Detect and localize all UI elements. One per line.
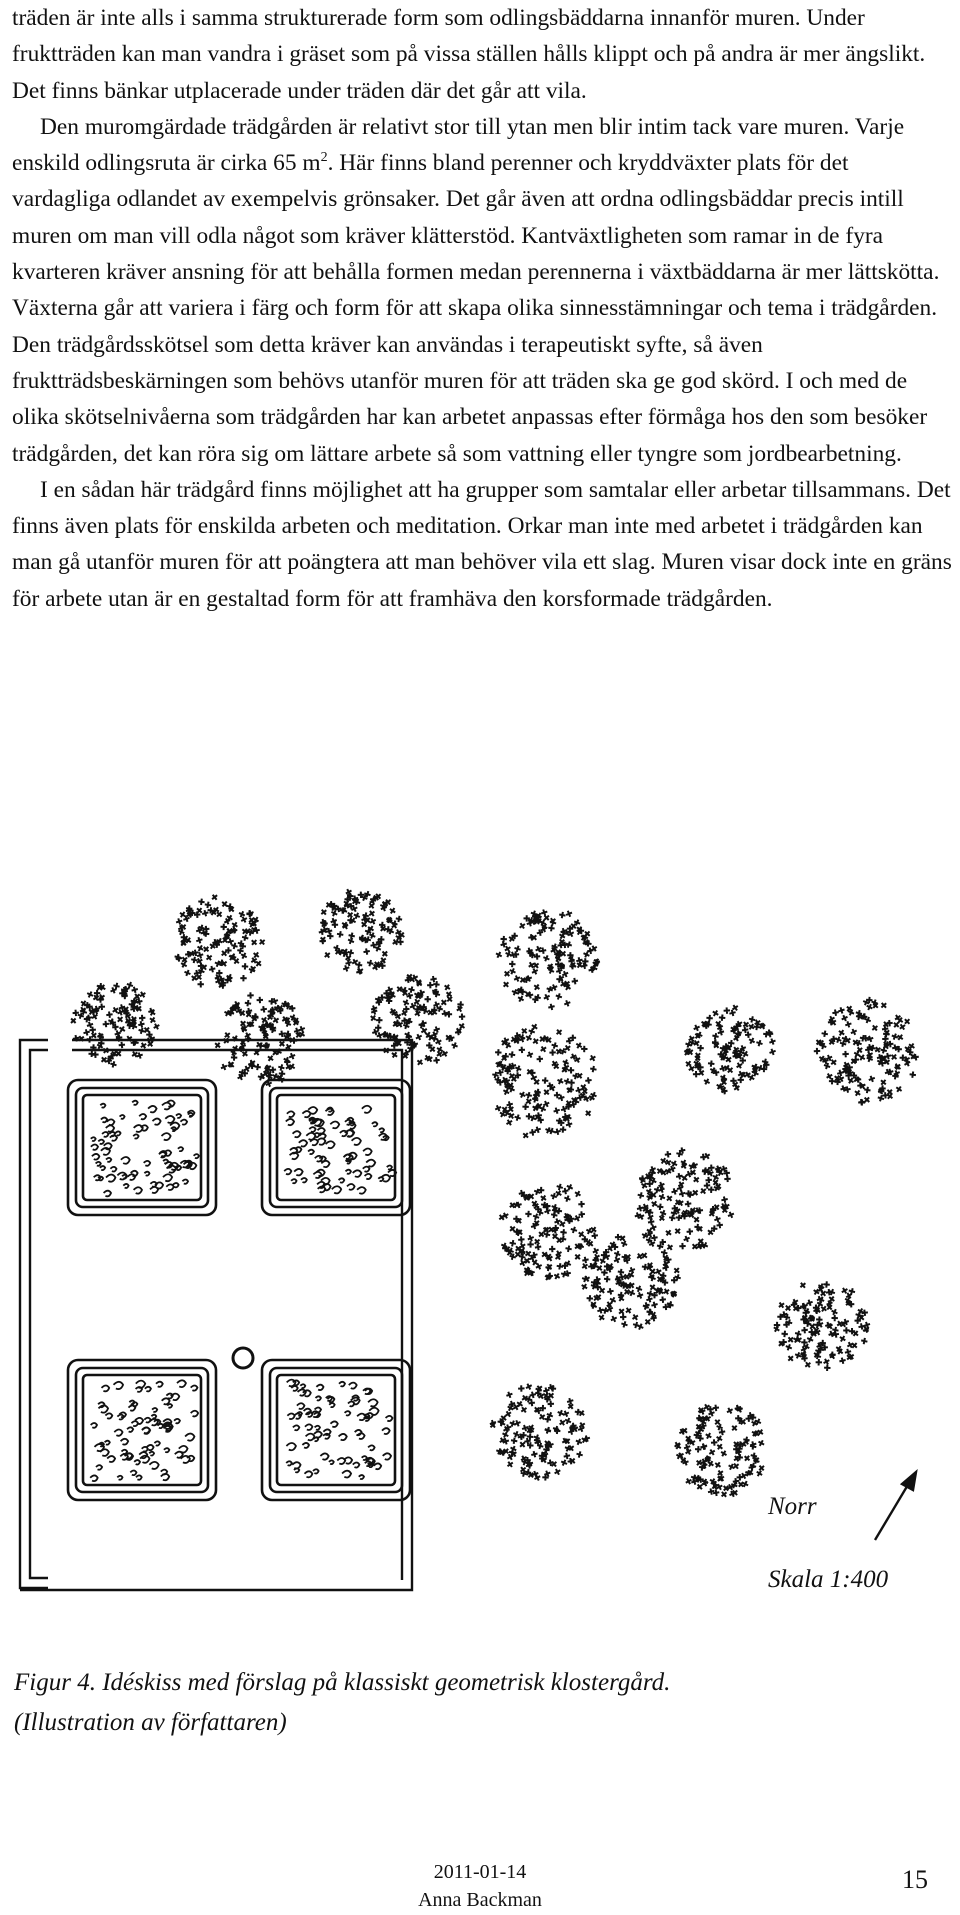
fruit-tree-group	[71, 889, 919, 1497]
paragraph-1: träden är inte alls i samma strukturerade form som odlingsbäddarna innanför muren. Under fruktträden kan man vandra i gräset som på vissa ställen hålls klippt och på andra är mer ängslikt. Det finns bänkar utplacerade under träden där det går att vila.	[12, 5, 926, 104]
fruit-tree-4	[71, 982, 159, 1068]
footer-date: 2011-01-14	[433, 1861, 527, 1883]
north-label: Norr	[768, 1493, 817, 1520]
caption-line-2: (Illustration av författaren)	[14, 1709, 287, 1736]
garden-sketch-figure	[0, 840, 960, 1600]
planting-beds	[68, 1080, 410, 1500]
paragraph-2	[12, 109, 952, 472]
fruit-tree-6	[371, 974, 466, 1065]
north-arrow-icon	[875, 1472, 916, 1540]
body-text	[12, 0, 952, 617]
planting-bed-1	[68, 1080, 216, 1215]
planting-bed-4	[262, 1360, 410, 1500]
fruit-tree-9	[814, 997, 919, 1106]
fruit-tree-14	[490, 1384, 590, 1481]
figure-caption	[14, 1663, 944, 1743]
fruit-tree-12	[582, 1233, 681, 1330]
bed-plantings	[91, 1101, 199, 1197]
bed-plantings	[286, 1380, 392, 1479]
fruit-tree-13	[774, 1281, 870, 1371]
planting-bed-3	[68, 1360, 216, 1500]
page-number: 15	[902, 1865, 928, 1894]
footer-author: Anna Backman	[418, 1889, 542, 1911]
paragraph-2-text-a: Den muromgärdade trädgården är relativt stor till ytan men blir intim tack vare muren. Varje enskild odlingsruta är cirka 65 m	[12, 113, 905, 177]
fruit-tree-1	[175, 895, 265, 989]
fruit-tree-7	[492, 1024, 596, 1138]
caption-line-1: Figur 4. Idéskiss med förslag på klassiskt geometrisk klostergård.	[14, 1669, 671, 1696]
fruit-tree-10	[635, 1147, 734, 1250]
fruit-tree-15	[675, 1404, 765, 1497]
paragraph-2-text-b: . Här finns bland perenner och kryddväxter plats för det vardagliga odlandet av exempelvis grönsaker. Det går även att ordna odlingsbäddar precis intill muren om man vill odla något som kräver klätterstöd. Kantväxtligheten som ramar in de fyra kvarteren kräver ansning för att behålla formen medan perennerna i växtbäddarna är mer lättskötta. Växterna går att variera i färg och form för att skapa olika sinnesstämningar och tema i trädgården. Den trädgårdsskötsel som detta kräver kan användas i terapeutiskt syfte, så även fruktträdsbeskärningen som behövs utanför muren för att träden ska ge god skörd. I och med de olika skötselnivåerna som trädgården har kan arbetet anpassas efter förmåga hos den som besöker trädgården, det kan röra sig om lättare arbete så som vattning eller tyngre som jordbearbetning.	[12, 150, 940, 467]
page-footer	[0, 1858, 960, 1914]
fruit-tree-2	[319, 889, 405, 974]
superscript-2: 2	[320, 150, 328, 166]
garden-sketch-drawing	[0, 840, 960, 1600]
planting-bed-2	[262, 1080, 410, 1215]
fruit-tree-8	[684, 1005, 775, 1094]
fruit-tree-11	[499, 1184, 598, 1280]
paragraph-3: I en sådan här trädgård finns möjlighet att ha grupper som samtalar eller arbetar tillsammans. Det finns även plats för enskilda arbeten och meditation. Orkar man inte med arbetet i trädgården kan man gå utanför muren för att poängtera att man behöver vila ett slag. Muren visar dock inte en gräns för arbete utan är en gestaltad form för att framhäva den korsformade trädgården.	[12, 476, 952, 612]
fountain-circle	[233, 1348, 253, 1368]
scale-label: Skala 1:400	[768, 1566, 889, 1593]
fruit-tree-3	[496, 910, 600, 1011]
bed-plantings	[90, 1380, 198, 1481]
bed-plantings	[284, 1106, 396, 1194]
